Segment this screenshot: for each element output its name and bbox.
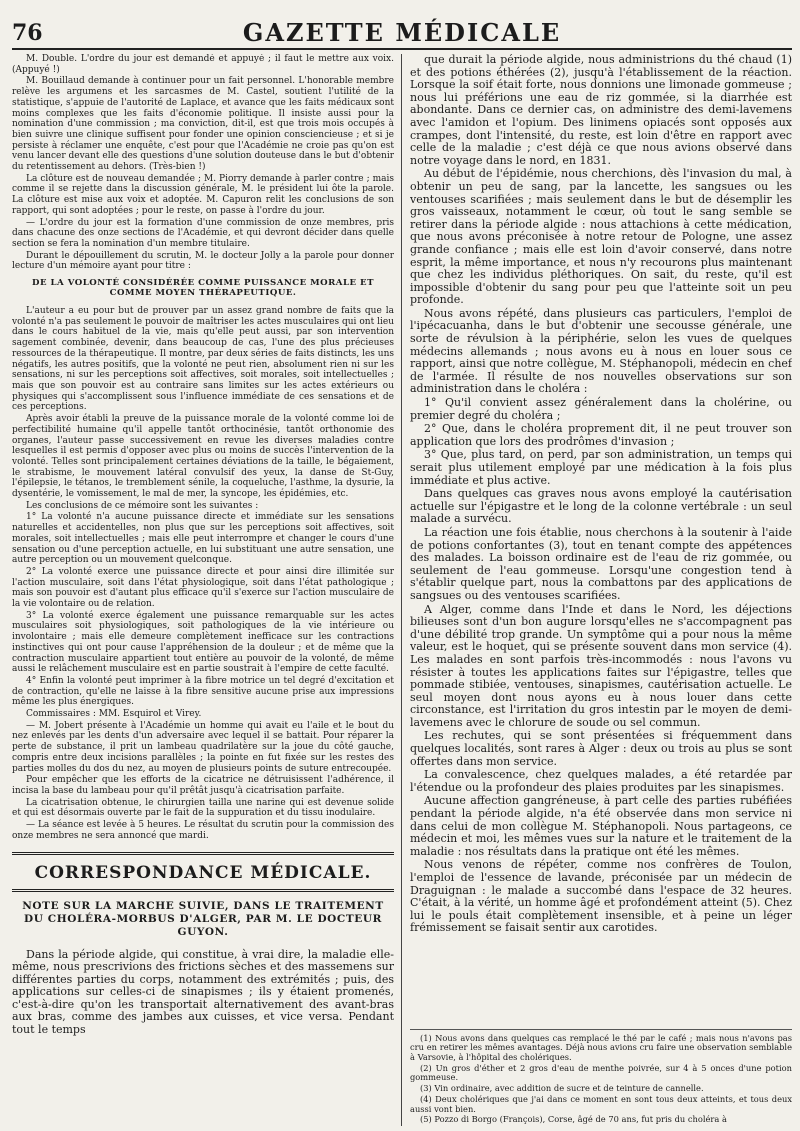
columns	[12, 54, 792, 1126]
paragraph: M. Bouillaud demande à continuer pour un fait personnel. L'honorable membre relève les argumens et les sarcasmes de M. Castel, soutient l'utilité de la statistique, s'appuie de l'autorité de Laplace, et avance que les faits médicaux sont moins complexes que les faits d'économie politique. Il insiste aussi pour la nomination d'une commission ; ma conviction, dit-il, est que trois mois occupés à bien suivre une clinique suffisent pour fonder une opinion consciencieuse ; et si je persiste à réclamer une enquête, c'est pour que l'Académie ne croie pas qu'on est venu lancer devant elle des questions d'une solution douteuse dans le but d'obtenir du retentissement au dehors. (Très-bien !)	[12, 76, 394, 173]
paragraph: La convalescence, chez quelques malades, a été retardée par l'étendue ou la profondeur des plaies produites par les sinapismes.	[410, 768, 792, 794]
paragraph: A Alger, comme dans l'Inde et dans le Nord, les déjections bilieuses sont d'un bon augure lorsqu'elles ne s'accompagnent pas d'une débilité trop grande. Un symptôme qui a pour nous la même valeur, est le hoquet, qui se présente souvent dans mon service (4). Les malades en sont parfois très-incommodés : nous l'avons vu résister à toutes les applications faites sur l'épigastre, telles que pommade stibiée, ventouses, sinapismes, cautérisation actuelle. Le seul moyen dont nous ayons eu à nous louer dans cette circonstance, est l'irritation du gros intestin par le moyen de demi-lavemens avec le chlorure de soude ou sel commun.	[410, 602, 792, 729]
footnote: (5) Pozzo di Borgo (François), Corse, âgé de 70 ans, fut pris du choléra à	[420, 1114, 727, 1125]
page-number: 76	[12, 20, 43, 46]
note-continuation	[410, 54, 792, 1008]
paragraph: Pour empêcher que les efforts de la cicatrice ne détruisissent l'adhérence, il incisa la base du lambeau pour qu'il prêtât jusqu'à cicatrisation parfaite.	[12, 775, 394, 796]
paragraph: M. Double. L'ordre du jour est demandé et appuyé ; il faut le mettre aux voix. (Appuyé !)	[12, 54, 394, 75]
paragraph: 1° La volonté n'a aucune puissance directe et immédiate sur les sensations naturelles et accidentelles, non plus que sur les perceptions soit affectives, soit morales, soit intellectuelles ; mais elle peut interrompre et changer le cours d'une sensation ou d'une perception actuelle, en lui substituant une autre sensation, une autre perception ou un mouvement quelconque.	[12, 512, 394, 566]
footnote: (2) Un gros d'éther et 2 gros d'eau de menthe poivrée, sur 4 à 5 onces d'une potion gommeuse.	[410, 1062, 792, 1083]
section-heading: CORRESPONDANCE MÉDICALE.	[12, 855, 394, 892]
paragraph: 4° Enfin la volonté peut imprimer à la fibre motrice un tel degré d'excitation et de contraction, qu'elle ne laisse à la fibre sensitive aucune prise aux impressions même les plus énergiques.	[12, 675, 394, 708]
paragraph: que durait la période algide, nous administrions du thé chaud (1) et des potions éthérées (2), jusqu'à l'établissement de la réaction. Lorsque la soif était forte, nous donnions une limonade gommeuse ; nous lui préférions une eau de riz gommée, si la diarrhée est abondante. Dans ce dernier cas, on administre des demi-lavemens avec l'amidon et l'opium. Des linimens opiacés sont opposés aux crampes, dont l'intensité, du reste, est loin d'être en rapport avec celle de la maladie ; c'est déjà ce que nous avions observé dans notre voyage dans le nord, en 1831.	[410, 54, 792, 167]
paragraph: 3° Que, plus tard, on perd, par son administration, un temps qui serait plus utilement employé par une médication à la fois plus immédiate et plus active.	[410, 448, 792, 487]
paragraph: Après avoir établi la preuve de la puissance morale de la volonté comme loi de perfectibilité humaine qu'il appelle tantôt orthocinésie, tantôt orthonomie des organes, l'auteur passe successivement en revue les diverses maladies contre lesquelles il est permis d'opposer avec plus ou moins de succès l'intervention de la volonté. Telles sont principalement certaines déviations de la taille, le bégaiement, le strabisme, le mouvement latéral convulsif des yeux, la danse de St-Guy, l'épilepsie, le tétanos, le tremblement sénile, la coqueluche, l'asthme, la dysurie, la dysentérie, le vomissement, le mal de mer, la syncope, les épidémies, etc.	[12, 414, 394, 500]
paragraph: 2° La volonté exerce une puissance directe et pour ainsi dire illimitée sur l'action musculaire, soit dans l'état physiologique, soit dans l'état pathologique ; mais son pouvoir est d'autant plus efficace qu'il s'exerce sur l'action musculaire de la vie volontaire ou de relation.	[12, 566, 394, 610]
footnotes	[410, 1029, 792, 1126]
paragraph: L'auteur a eu pour but de prouver par un assez grand nombre de faits que la volonté n'a pas seulement le pouvoir de maîtriser les actes musculaires qui ont lieu dans le cours habituel de la vie, mais qu'elle peut aussi, par son intervention sagement combinée, devenir, dans beaucoup de cas, l'une des plus précieuses ressources de la thérapeutique. Il montre, par deux séries de faits distincts, les uns négatifs, les autres positifs, que la volonté ne peut rien, absolument rien ni sur les sensations, ni sur les perceptions soit affectives, soit morales, soit intellectuelles ; mais que son pouvoir est au contraire sans limites sur les actes extérieurs ou physiques qui s'accomplissent sous l'influence immédiate de ces sensations et de ces perceptions.	[12, 306, 394, 413]
paragraph: — La séance est levée à 5 heures. Le résultat du scrutin pour la commission des onze membres ne sera annoncé que mardi.	[12, 820, 394, 841]
paragraph: Commissaires : MM. Esquirol et Virey.	[26, 709, 202, 720]
paragraph: Les conclusions de ce mémoire sont les suivantes :	[26, 500, 259, 511]
paragraph: Dans quelques cas graves nous avons employé la cautérisation actuelle sur l'épigastre et le long de la colonne vertébrale : un seul malade a survécu.	[410, 487, 792, 526]
paragraph: Nous avons répété, dans plusieurs cas particulers, l'emploi de l'ipécacuanha, dans le but d'obtenir une secousse générale, une sorte de révulsion à la périphérie, selon les vues de quelques médecins allemands ; nous avons eu à nous en louer sous ce rapport, ainsi que notre collègue, M. Stéphanopoli, médecin en chef de l'armée. Il résulte de nos nouvelles observations sur son administration dans le choléra :	[410, 306, 792, 396]
paragraph: 1° Qu'il convient assez généralement dans la cholérine, ou premier degré du choléra ;	[410, 396, 792, 422]
memo-title: DE LA VOLONTÉ CONSIDÉRÉE COMME PUISSANCE MORALE ET COMME MOYEN THÉRAPEUTIQUE.	[32, 278, 374, 299]
footnote: (3) Vin ordinaire, avec addition de sucre et de teinture de cannelle.	[420, 1083, 704, 1094]
note-title: NOTE SUR LA MARCHE SUIVIE, DANS LE TRAITEMENT DU CHOLÉRA-MORBUS D'ALGER, PAR M. LE DOCTEUR GUYON.	[22, 899, 384, 938]
paragraph: Au début de l'épidémie, nous cherchions, dès l'invasion du mal, à obtenir un peu de sang, par la lancette, les sangsues ou les ventouses scarifiées ; mais seulement dans le but de désemplir les gros vaisseaux, notamment le cœur, où tout le sang semble se retirer dans la période algide : nous attachions à cette médication, que nous avons préconisée à notre retour de Pologne, une assez grande confiance ; mais elle est loin d'avoir conservé, dans notre esprit, la même importance, et nous n'y recourons plus maintenant que chez les individus pléthoriques. On sait, du reste, qu'il est impossible d'obtenir du sang pour peu que l'atteinte soit un peu profonde.	[410, 167, 792, 307]
newspaper-page	[12, 8, 792, 1126]
paragraph: Les rechutes, qui se sont présentées si fréquemment dans quelques localités, sont rares à Alger : deux ou trois au plus se sont offertes dans mon service.	[410, 729, 792, 768]
paragraph: La cicatrisation obtenue, le chirurgien tailla une narine qui est devenue solide et qui est désormais ouverte par le fait de la suppuration et du tissu inodulaire.	[12, 797, 394, 819]
right-column	[410, 54, 792, 1126]
paragraph: Aucune affection gangréneuse, à part celle des parties rubéfiées pendant la période algide, n'a été observée dans mon service ni dans celui de mon collègue M. Stéphanopoli. Nous partageons, ce médecin et moi, les mêmes vues sur la nature et le traitement de la maladie : nos résultats dans la pratique ont été les mêmes.	[410, 794, 792, 858]
paragraph: Nous venons de répéter, comme nos confrères de Toulon, l'emploi de l'essence de lavande, préconisée par un médecin de Draguignan : le malade a succombé dans l'espace de 32 heures. C'était, à la vérité, un homme âgé et profondément atteint (5). Chez lui le pouls était complètement insensible, et à peine un léger frémissement se faisait sentir aux carotides.	[410, 858, 792, 935]
paragraph: La clôture est de nouveau demandée ; M. Piorry demande à parler contre ; mais comme il se rejette dans la discussion générale, M. le président lui ôte la parole. La clôture est mise aux voix et adoptée. M. Capuron relit les conclusions de son rapport, qui sont adoptées ; pour le reste, on passe à l'ordre du jour.	[12, 173, 394, 216]
column-divider	[401, 54, 402, 1126]
paragraph: — L'ordre du jour est la formation d'une commission de onze membres, pris dans chacune des onze sections de l'Académie, et qui devront décider dans quelle section se fera la nomination d'un membre titulaire.	[12, 217, 394, 249]
journal-title: GAZETTE MÉDICALE	[242, 18, 562, 47]
page-header	[12, 8, 792, 50]
left-column	[12, 54, 394, 1126]
note-body	[12, 949, 394, 1037]
paragraph: Durant le dépouillement du scrutin, M. le docteur Jolly a la parole pour donner lecture d'un mémoire ayant pour titre :	[12, 250, 394, 272]
paragraph: — M. Jobert présente à l'Académie un homme qui avait eu l'aile et le bout du nez enlevés par les dents d'un adversaire avec lequel il se battait. Pour réparer la perte de substance, il prit un lambeau quadrilatère sur la joue du côté gauche, compris entre deux incisions parallèles ; la pointe en fut fixée sur les restes des parties molles du dos du nez, au moyen de plusieurs points de suture entrecoupée.	[12, 720, 394, 774]
paragraph: Dans la période algide, qui constitue, à vrai dire, la maladie elle-même, nous prescrivions des frictions sèches et des massemens sur différentes parties du corps, notamment des extrémités ; puis, des applications sur celles-ci de sinapismes ; ils y étaient promenés, c'est-à-dire qu'on les transportait alternativement des avant-bras aux bras, comme des jambes aux cuisses, et vice versa. Pendant tout le temps	[12, 947, 394, 1037]
paragraph: 2° Que, dans le choléra proprement dit, il ne peut trouver son application que lors des prodrômes d'invasion ;	[410, 422, 792, 448]
paragraph: La réaction une fois établie, nous cherchons à la soutenir à l'aide de potions confortantes (3), tout en tenant compte des appétences des malades. La boisson ordinaire est de l'eau de riz gommée, ou seulement de l'eau gommeuse. Lorsqu'une congestion tend à s'établir quelque part, nous la combattons par des applications de sangsues ou des ventouses scarifiées.	[410, 525, 792, 602]
paragraph: 3° La volonté exerce également une puissance remarquable sur les actes musculaires soit physiologiques, soit pathologiques de la vie intérieure ou involontaire ; mais elle demeure complètement inefficace sur les contractions instinctives qui ont pour cause l'appréhension de la douleur ; et de même que la contraction musculaire appartient tout entière au pouvoir de la volonté, de même aussi le relâchement musculaire est en partie soustrait à l'empire de cette faculté.	[12, 610, 394, 675]
session-report	[12, 54, 394, 842]
footnote: (1) Nous avons dans quelques cas remplacé le thé par le café ; mais nous n'avons pas cru en retirer les mêmes avantages. Déjà nous avions cru faire une observation semblable à Varsovie, à l'hôpital des cholériques.	[410, 1032, 792, 1063]
footnote: (4) Deux cholériques que j'ai dans ce moment en sont tous deux atteints, et tous deux aussi vont bien.	[410, 1093, 792, 1114]
